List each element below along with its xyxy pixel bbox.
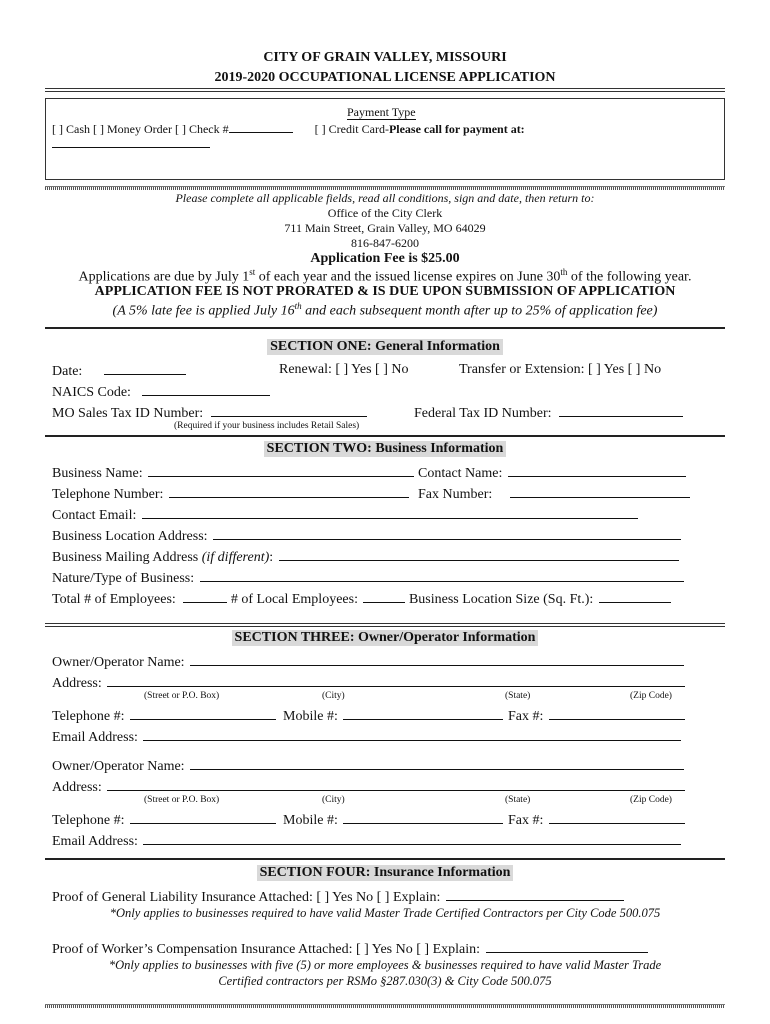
nature-row xyxy=(52,569,684,587)
owner1-address-field[interactable] xyxy=(107,674,685,687)
owner2-phone-row xyxy=(52,811,276,829)
business-name-label: Business Name: xyxy=(52,466,143,481)
owner1-email-field[interactable] xyxy=(143,728,681,741)
owner1-email-label: Email Address: xyxy=(52,730,138,745)
check-number-field[interactable] xyxy=(229,120,293,133)
owner2-address-row xyxy=(52,778,685,796)
federal-tax-field[interactable] xyxy=(559,404,683,417)
mo-tax-field[interactable] xyxy=(211,404,367,417)
owner2-street-hint: (Street or P.O. Box) xyxy=(144,795,220,805)
office-name: Office of the City Clerk xyxy=(327,206,443,220)
transfer-row[interactable] xyxy=(459,362,661,378)
workers-comp-label[interactable]: Proof of Worker’s Compensation Insurance Attached: [ ] Yes No [ ] Explain: xyxy=(52,942,480,957)
section-three-title: SECTION THREE: Owner/Operator Information xyxy=(232,630,539,646)
liability-label[interactable]: Proof of General Liability Insurance Attached: [ ] Yes No [ ] Explain: xyxy=(52,890,441,905)
section-two-title: SECTION TWO: Business Information xyxy=(264,441,507,457)
payment-divider xyxy=(45,186,725,190)
contact-email-label: Contact Email: xyxy=(52,508,137,523)
owner1-zip-hint: (Zip Code) xyxy=(630,691,672,701)
transfer-label[interactable]: Transfer or Extension: [ ] Yes [ ] No xyxy=(459,362,662,377)
section-four-heading xyxy=(0,863,770,881)
owner1-phone-row xyxy=(52,707,276,725)
nature-label: Nature/Type of Business: xyxy=(52,571,195,586)
section-three-heading xyxy=(0,628,770,646)
payment-phone-line[interactable] xyxy=(52,135,210,148)
fax-field[interactable] xyxy=(510,485,690,498)
not-prorated-notice: APPLICATION FEE IS NOT PRORATED & IS DUE UPON SUBMISSION OF APPLICATION xyxy=(94,284,676,299)
liability-explain-field[interactable] xyxy=(446,888,624,901)
date-row xyxy=(52,362,186,380)
section-four-title: SECTION FOUR: Insurance Information xyxy=(257,865,514,881)
section-one-title: SECTION ONE: General Information xyxy=(267,339,503,355)
section-one-divider xyxy=(45,435,725,437)
instructions-text: Please complete all applicable fields, read all conditions, sign and date, then return to: xyxy=(175,191,595,205)
owner2-name-row xyxy=(52,757,684,775)
contact-name-label: Contact Name: xyxy=(418,466,503,481)
owner2-name-field[interactable] xyxy=(190,757,684,770)
contact-name-field[interactable] xyxy=(508,464,686,477)
credit-card-option: [ ] Credit Card- xyxy=(314,122,389,136)
total-employees-field[interactable] xyxy=(183,590,227,603)
due-date-text: Applications are due by July 1st of each year and the issued license expires on June 30th of the following year. xyxy=(78,267,692,285)
naics-field[interactable] xyxy=(142,383,270,396)
owner1-street-hint: (Street or P.O. Box) xyxy=(144,691,220,701)
owner2-mobile-field[interactable] xyxy=(343,811,503,824)
mailing-address-label: Business Mailing Address xyxy=(52,550,202,565)
fax-row xyxy=(418,485,690,503)
fax-label: Fax Number: xyxy=(418,487,493,502)
section-two-divider xyxy=(45,623,725,627)
owner1-state-hint: (State) xyxy=(505,691,531,701)
workers-comp-note-line2: Certified contractors per RSMo §287.030(3) & City Code 500.075 xyxy=(218,974,552,988)
naics-label: NAICS Code: xyxy=(52,385,131,400)
owner1-telephone-label: Telephone #: xyxy=(52,709,125,724)
office-address: 711 Main Street, Grain Valley, MO 64029 xyxy=(284,221,486,235)
owner1-fax-label: Fax #: xyxy=(508,709,544,724)
renewal-label[interactable]: Renewal: [ ] Yes [ ] No xyxy=(279,362,409,377)
employees-row xyxy=(52,590,671,608)
owner1-mobile-label: Mobile #: xyxy=(283,709,338,724)
section-two-heading xyxy=(0,439,770,457)
owner1-name-row xyxy=(52,653,684,671)
liability-row xyxy=(52,888,624,906)
location-size-label: Business Location Size (Sq. Ft.): xyxy=(408,592,594,607)
naics-row xyxy=(52,383,270,401)
owner1-telephone-field[interactable] xyxy=(130,707,276,720)
location-address-field[interactable] xyxy=(213,527,681,540)
renewal-row[interactable] xyxy=(279,362,408,378)
owner2-email-row xyxy=(52,832,681,850)
owner1-mobile-field[interactable] xyxy=(343,707,503,720)
telephone-field[interactable] xyxy=(169,485,409,498)
owner1-mobile-row xyxy=(283,707,503,725)
owner2-email-field[interactable] xyxy=(143,832,681,845)
owner1-address-row xyxy=(52,674,685,692)
federal-tax-label: Federal Tax ID Number: xyxy=(414,406,552,421)
telephone-label: Telephone Number: xyxy=(52,487,164,502)
location-address-row xyxy=(52,527,681,545)
owner2-telephone-field[interactable] xyxy=(130,811,276,824)
retail-sales-note: (Required if your business includes Retail Sales) xyxy=(174,421,360,431)
owner2-fax-label: Fax #: xyxy=(508,813,544,828)
owner2-zip-hint: (Zip Code) xyxy=(630,795,672,805)
location-address-label: Business Location Address: xyxy=(52,529,208,544)
owner2-fax-row xyxy=(508,811,685,829)
owner1-name-label: Owner/Operator Name: xyxy=(52,655,185,670)
total-employees-label: Total # of Employees: xyxy=(52,592,176,607)
local-employees-field[interactable] xyxy=(363,590,405,603)
owner2-mobile-row xyxy=(283,811,503,829)
workers-comp-explain-field[interactable] xyxy=(486,940,648,953)
payment-options-text: [ ] Cash [ ] Money Order [ ] Check # xyxy=(52,122,229,136)
owner2-email-label: Email Address: xyxy=(52,834,138,849)
application-fee: Application Fee is $25.00 xyxy=(310,251,460,266)
owner2-state-hint: (State) xyxy=(505,795,531,805)
payment-type-title: Payment Type xyxy=(347,105,416,119)
owner1-address-label: Address: xyxy=(52,676,102,691)
owner1-email-row xyxy=(52,728,681,746)
office-phone: 816-847-6200 xyxy=(351,236,419,250)
mo-tax-label: MO Sales Tax ID Number: xyxy=(52,406,204,421)
form-title: 2019-2020 OCCUPATIONAL LICENSE APPLICATION xyxy=(214,70,556,85)
section-three-divider xyxy=(45,858,725,860)
business-name-row xyxy=(52,464,414,482)
owner2-fax-field[interactable] xyxy=(549,811,685,824)
section-one-heading xyxy=(0,337,770,355)
contact-email-field[interactable] xyxy=(142,506,638,519)
instructions-divider xyxy=(45,327,725,329)
call-for-payment-note: Please call for payment at: xyxy=(388,122,525,136)
liability-note: *Only applies to businesses required to have valid Master Trade Certified Contractors per City Code 500.075 xyxy=(109,906,661,920)
owner2-address-label: Address: xyxy=(52,780,102,795)
owner1-fax-row xyxy=(508,707,685,725)
date-label: Date: xyxy=(52,364,83,379)
mo-tax-row xyxy=(52,404,367,422)
owner1-name-field[interactable] xyxy=(190,653,684,666)
footer-divider xyxy=(45,1004,725,1008)
late-fee-notice: (A 5% late fee is applied July 16th and each subsequent month after up to 25% of application fee) xyxy=(112,301,658,319)
owner1-fax-field[interactable] xyxy=(549,707,685,720)
owner2-city-hint: (City) xyxy=(322,795,345,805)
workers-comp-note-line1: *Only applies to businesses with five (5) or more employees & businesses required to have valid Master Trade xyxy=(108,958,662,972)
telephone-row xyxy=(52,485,409,503)
location-size-field[interactable] xyxy=(599,590,671,603)
contact-name-row xyxy=(418,464,686,482)
contact-email-row xyxy=(52,506,638,524)
workers-comp-row xyxy=(52,940,648,958)
header-divider xyxy=(45,88,725,92)
owner1-city-hint: (City) xyxy=(322,691,345,701)
date-field[interactable] xyxy=(104,362,186,375)
business-name-field[interactable] xyxy=(148,464,414,477)
owner2-address-field[interactable] xyxy=(107,778,685,791)
nature-field[interactable] xyxy=(200,569,684,582)
owner2-telephone-label: Telephone #: xyxy=(52,813,125,828)
mailing-address-field[interactable] xyxy=(279,548,679,561)
federal-tax-row xyxy=(414,404,683,422)
owner2-name-label: Owner/Operator Name: xyxy=(52,759,185,774)
city-title: CITY OF GRAIN VALLEY, MISSOURI xyxy=(263,50,507,65)
owner2-mobile-label: Mobile #: xyxy=(283,813,338,828)
local-employees-label: # of Local Employees: xyxy=(230,592,358,607)
mailing-address-row: Business Mailing Address (if different): xyxy=(52,548,679,566)
